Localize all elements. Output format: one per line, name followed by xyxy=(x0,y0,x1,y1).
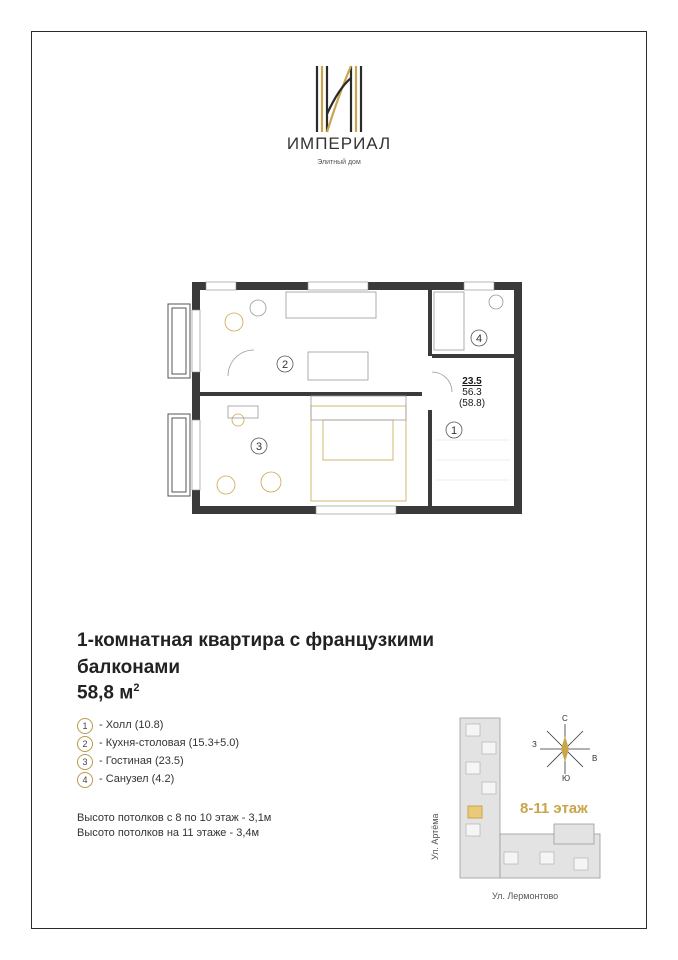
legend-number: 4 xyxy=(77,772,93,788)
street-name-bottom: Ул. Лермонтово xyxy=(492,891,559,901)
living-area-value: 23.5 xyxy=(462,376,482,387)
compass-north: С xyxy=(562,714,568,723)
legend-number: 1 xyxy=(77,718,93,734)
brand-tagline: Элитный дом xyxy=(317,159,361,166)
apartment-total-area xyxy=(77,682,139,704)
brand-logo xyxy=(268,64,410,176)
area-unit-superscript: 2 xyxy=(133,682,140,694)
floor-range-label: 8-11 этаж xyxy=(520,800,588,817)
brand-name: ИМПЕРИАЛ xyxy=(286,134,392,153)
room-number-4: 4 xyxy=(475,333,483,345)
compass-rose-icon xyxy=(530,718,600,780)
legend-label: - Кухня-столовая (15.3+5.0) xyxy=(99,737,240,749)
legend-label: - Гостиная (23.5) xyxy=(99,755,184,767)
ceiling-height-line1: Высото потолков с 8 по 10 этаж - 3,1м xyxy=(77,812,272,824)
legend-label: - Санузел (4.2) xyxy=(99,773,175,785)
room-legend xyxy=(77,718,337,790)
legend-number: 2 xyxy=(77,736,93,752)
total-area-value: 56.3 xyxy=(462,387,482,398)
room-number-1: 1 xyxy=(450,425,458,437)
room-number-2: 2 xyxy=(281,359,289,371)
compass-west: З xyxy=(532,740,537,749)
apartment-area-summary xyxy=(452,376,492,409)
street-name-side: Ул. Артёма xyxy=(430,813,440,860)
legend-label: - Холл (10.8) xyxy=(99,719,164,731)
apartment-title-line2: балконами xyxy=(77,657,181,678)
compass-east: В xyxy=(592,754,598,763)
compass xyxy=(530,714,600,783)
legend-item xyxy=(77,736,337,754)
room-number-3: 3 xyxy=(255,441,263,453)
ceiling-height-line2: Высото потолков на 11 этаже - 3,4м xyxy=(77,827,260,839)
legend-item xyxy=(77,718,337,736)
apartment-title-line1: 1-комнатная квартира с французкими xyxy=(77,630,435,651)
site-apartment-highlight xyxy=(468,806,482,818)
legend-item xyxy=(77,772,337,790)
compass-south: Ю xyxy=(562,774,571,783)
legend-item xyxy=(77,754,337,772)
area-value: 58,8 м xyxy=(77,682,134,704)
total-area-with-balcony: (58.8) xyxy=(458,398,486,409)
legend-number: 3 xyxy=(77,754,93,770)
logo-mark-icon xyxy=(268,64,410,134)
